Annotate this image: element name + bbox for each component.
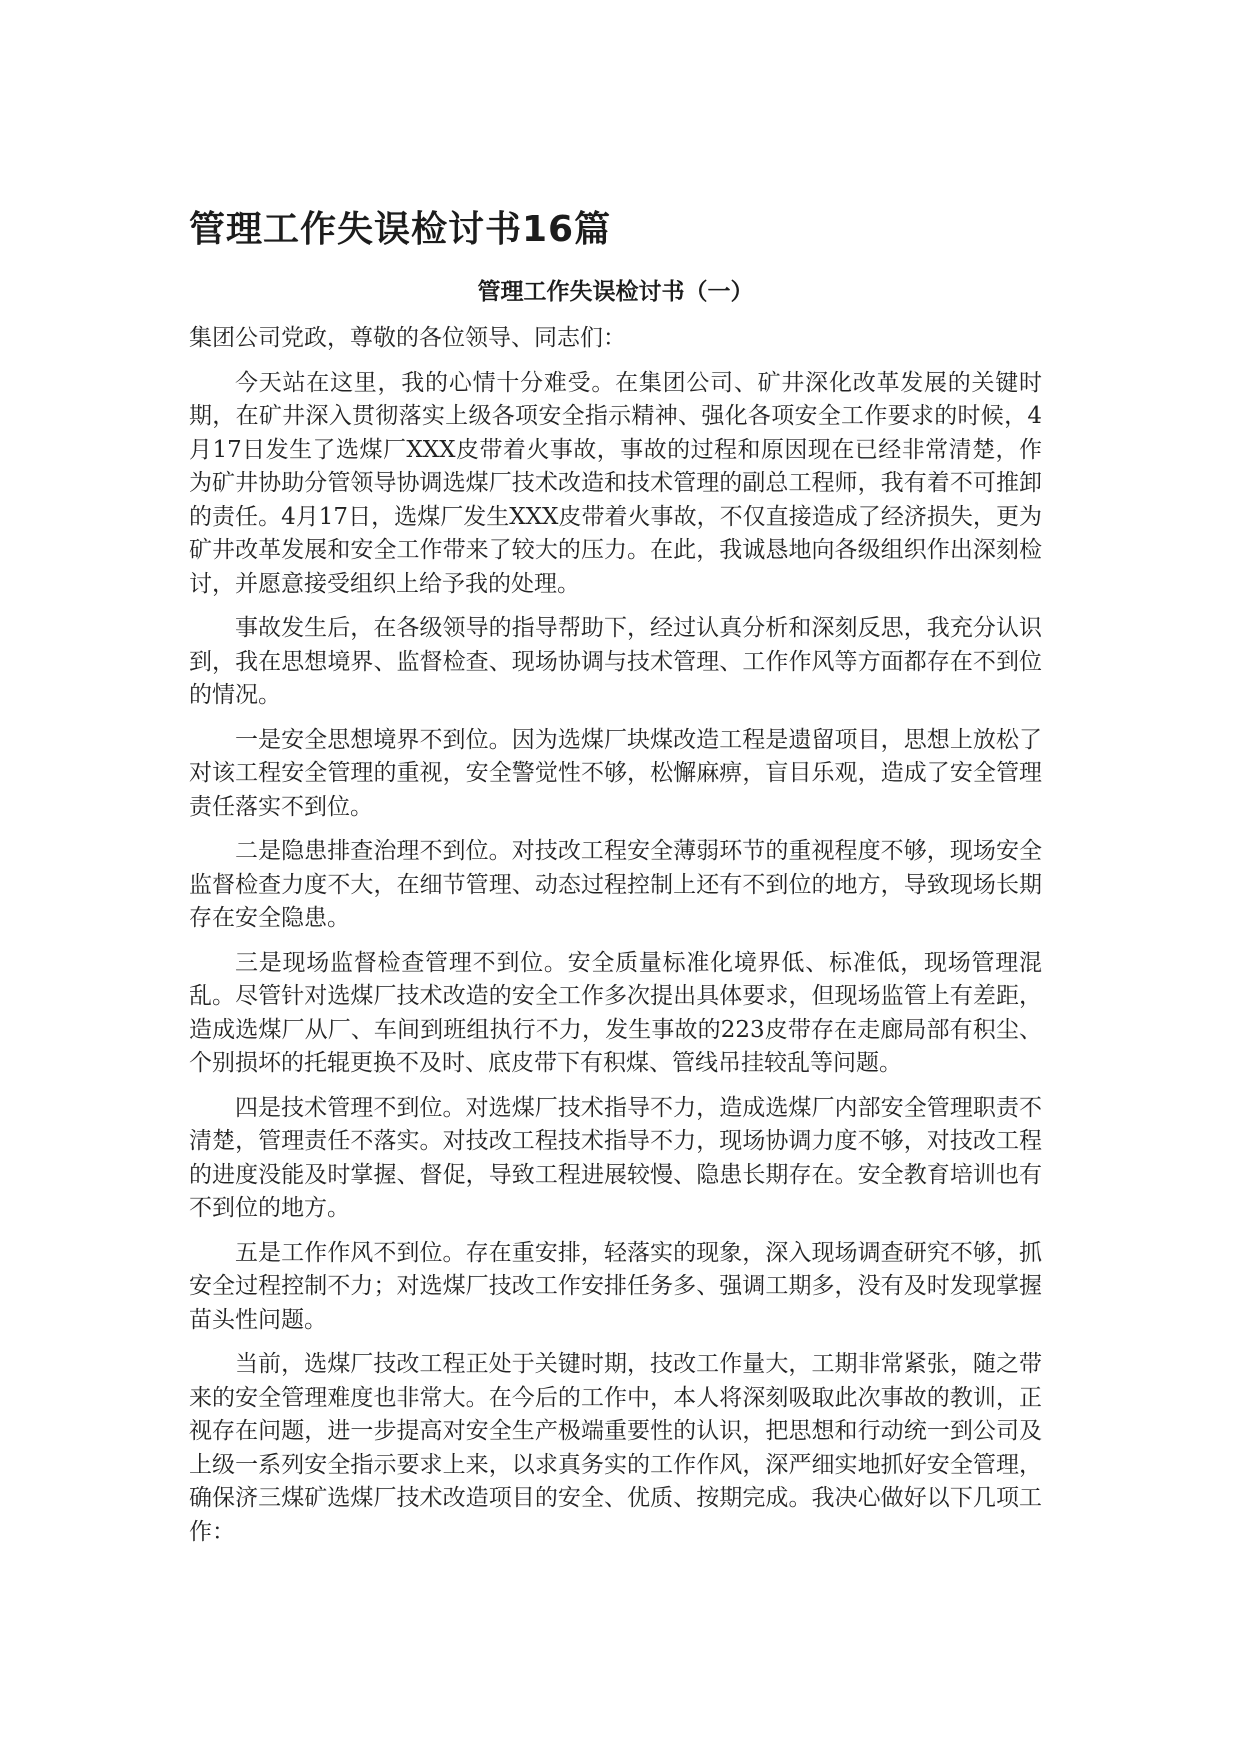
paragraph-point-5: 五是工作作风不到位。存在重安排，轻落实的现象，深入现场调查研究不够，抓安全过程控制不力；对选煤厂技改工作安排任务多、强调工期多，没有及时发现掌握苗头性问题。 bbox=[189, 1239, 1042, 1333]
paragraph-point-3: 三是现场监督检查管理不到位。安全质量标准化境界低、标准低，现场管理混乱。尽管针对选煤厂技术改造的安全工作多次提出具体要求，但现场监管上有差距，造成选煤厂从厂、车间到班组执行不力，发生事故的223皮带存在走廊局部有积尘、个别损坏的托辊更换不及时、底皮带下有积煤、管线吊挂较乱等问题。 bbox=[189, 949, 1042, 1076]
document-title: 管理工作失误检讨书16篇 bbox=[189, 209, 612, 250]
section-title: 管理工作失误检讨书（一） bbox=[477, 278, 754, 305]
paragraph-point-2: 二是隐患排查治理不到位。对技改工程安全薄弱环节的重视程度不够，现场安全监督检查力度不大，在细节管理、动态过程控制上还有不到位的地方，导致现场长期存在安全隐患。 bbox=[189, 838, 1042, 931]
paragraph-reflection: 事故发生后，在各级领导的指导帮助下，经过认真分析和深刻反思，我充分认识到，我在思想境界、监督检查、现场协调与技术管理、工作作风等方面都存在不到位的情况。 bbox=[189, 615, 1042, 708]
paragraph-point-1: 一是安全思想境界不到位。因为选煤厂块煤改造工程是遗留项目，思想上放松了对该工程安全管理的重视，安全警觉性不够，松懈麻痹，盲目乐观，造成了安全管理责任落实不到位。 bbox=[189, 726, 1042, 820]
salutation: 集团公司党政，尊敬的各位领导、同志们： bbox=[189, 325, 626, 351]
paragraph-commitment: 当前，选煤厂技改工程正处于关键时期，技改工作量大，工期非常紧张，随之带来的安全管理难度也非常大。在今后的工作中，本人将深刻吸取此次事故的教训，正视存在问题，进一步提高对安全生产极端重要性的认识，把思想和行动统一到公司及上级一系列安全指示要求上来，以求真务实的工作作风，深严细实地抓好安全管理，确保济三煤矿选煤厂技术改造项目的安全、优质、按期完成。我决心做好以下几项工作： bbox=[189, 1351, 1042, 1545]
paragraph-point-4: 四是技术管理不到位。对选煤厂技术指导不力，造成选煤厂内部安全管理职责不清楚，管理责任不落实。对技改工程技术指导不力，现场协调力度不够，对技改工程的进度没能及时掌握、督促，导致工程进展较慢、隐患长期存在。安全教育培训也有不到位的地方。 bbox=[189, 1094, 1042, 1221]
paragraph-intro: 今天站在这里，我的心情十分难受。在集团公司、矿井深化改革发展的关键时期，在矿井深入贯彻落实上级各项安全指示精神、强化各项安全工作要求的时候，4月17日发生了选煤厂XXX皮带着火事故，事故的过程和原因现在已经非常清楚，作为矿井协助分管领导协调选煤厂技术改造和技术管理的副总工程师，我有着不可推卸的责任。4月17日，选煤厂发生XXX皮带着火事故，不仅直接造成了经济损失，更为矿井改革发展和安全工作带来了较大的压力。在此，我诚恳地向各级组织作出深刻检讨，并愿意接受组织上给予我的处理。 bbox=[189, 369, 1042, 597]
document-body bbox=[189, 322, 1042, 1560]
